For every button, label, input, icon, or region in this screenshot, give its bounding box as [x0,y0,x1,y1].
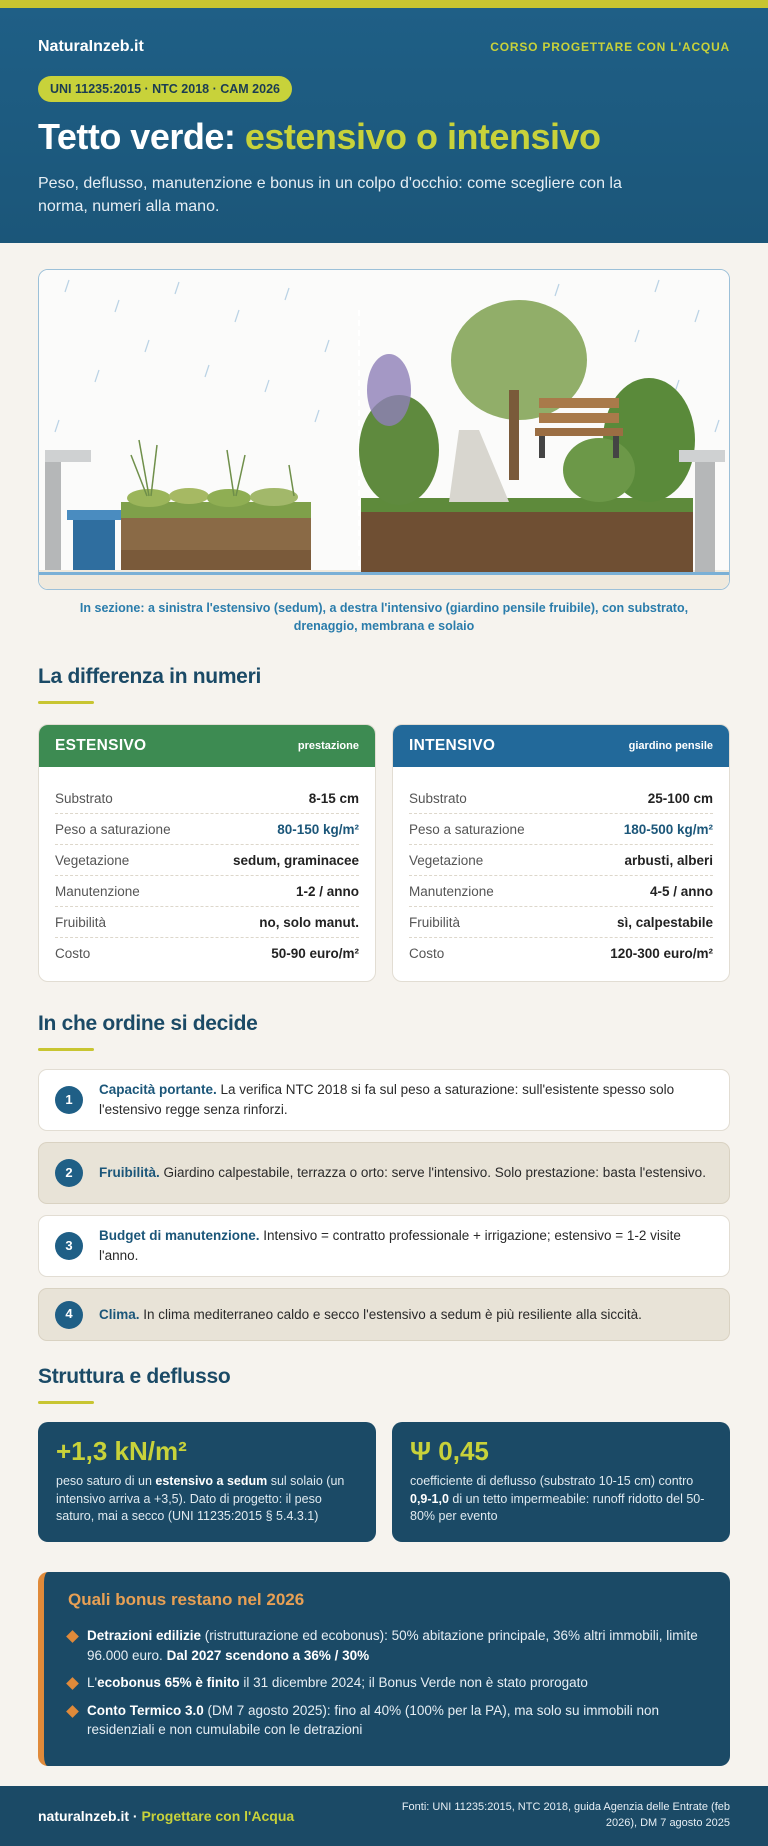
heading-underline [38,1401,94,1404]
intensive-row-substrate [409,783,713,814]
row-label: Peso a saturazione [55,821,171,837]
step-body: Giardino calpestabile, terrazza o orto: serve l'intensivo. Solo prestazione: basta l'estensivo. [159,1165,706,1181]
extensive-row-substrate [55,783,359,814]
row-label: Fruibilità [55,914,107,930]
row-value: 80-150 kg/m² [277,821,359,837]
row-value: arbusti, alberi [624,852,713,868]
step-body: In clima mediterraneo caldo e secco l'estensivo a sedum è più resiliente alla siccità. [139,1306,642,1322]
footer-brand[interactable]: naturalnzeb.it · Progettare con l'Acqua [38,1808,295,1824]
structure-section [0,1365,768,1542]
bonus-item: L'ecobonus 65% è finito il 31 dicembre 2024; il Bonus Verde non è stato prorogato [68,1673,706,1693]
intensive-card-header [393,725,729,767]
row-label: Vegetazione [409,852,484,868]
comparison-heading: La differenza in numeri [38,665,261,688]
row-value: sedum, graminacee [232,852,359,868]
step-number: 3 [55,1232,83,1260]
row-label: Substrato [409,790,467,806]
row-value: no, solo manut. [259,914,359,930]
row-label: Manutenzione [409,883,494,899]
step-number: 2 [55,1159,83,1187]
heading-underline [38,701,94,704]
extensive-row-weight [55,814,359,845]
norms-pill: UNI 11235:2015 · NTC 2018 · CAM 2026 [38,76,292,102]
row-value: 25-100 cm [647,790,713,806]
step-body: La verifica NTC 2018 si fa sul peso a saturazione: sull'esistente spesso solo l'estensivo regge senza rinforzi. [99,1082,675,1117]
page-header [0,8,768,243]
title-accent: estensivo o intensivo [244,116,601,157]
page-title [38,116,730,158]
intensive-card-tag: giardino pensile [628,740,713,752]
decision-order-section [0,1012,768,1341]
diamond-bullet-icon [66,1677,79,1690]
runoff-stat-card [392,1422,730,1542]
step-text [99,1305,642,1325]
extensive-row-vegetation [55,845,359,876]
step-text [99,1226,711,1265]
page-footer [0,1786,768,1846]
extensive-card-tag: prestazione [297,740,359,752]
heading-underline [38,1048,94,1051]
step-title: Fruibilità. [99,1165,160,1181]
step-body: Intensivo = contratto professionale + irrigazione; estensivo = 1-2 visite l'anno. [99,1228,681,1263]
row-value: sì, calpestabile [616,914,713,930]
row-label: Costo [409,946,445,961]
decision-step [38,1288,730,1341]
row-label: Manutenzione [55,883,140,899]
step-text [99,1163,706,1183]
extensive-row-cost [55,938,359,969]
top-accent-bar [0,0,768,8]
illustration-caption: In sezione: a sinistra l'estensivo (sedum), a destra l'intensivo (giardino pensile fruibile), con substrato, drenaggio, membrana e solaio [79,601,689,633]
intensive-row-usability [409,907,713,938]
roof-cross-section-image [39,270,730,590]
step-number: 4 [55,1301,83,1329]
step-number: 1 [55,1086,83,1114]
decision-step [38,1142,730,1204]
step-text [99,1080,711,1119]
intensive-card [392,724,730,982]
step-title: Budget di manutenzione. [99,1228,260,1244]
title-main: Tetto verde: [38,116,245,157]
intensive-row-weight [409,814,713,845]
diamond-bullet-icon [66,1630,79,1643]
bonus-item: Detrazioni edilizie (ristrutturazione ed ecobonus): 50% abitazione principale, 36% altri immobili, limite 96.000 euro. Dal 2027 scendono a 36% / 30% [68,1626,706,1665]
comparison-section [0,665,768,982]
extensive-card-header [39,725,375,767]
course-label[interactable]: CORSO PROGETTARE CON L'ACQUA [490,40,730,54]
row-label: Peso a saturazione [409,821,525,837]
green-roof-section-illustration [38,269,730,590]
intensive-row-maintenance [409,876,713,907]
intensive-row-cost [409,938,713,969]
row-value: 120-300 euro/m² [610,946,713,961]
extensive-row-maintenance [55,876,359,907]
load-stat-value: +1,3 kN/m² [56,1436,187,1466]
step-title: Capacità portante. [99,1082,217,1098]
bonus-panel [38,1572,730,1766]
footer-sources: Fonti: UNI 11235:2015, NTC 2018, guida Agenzia delle Entrate (feb 2026), DM 7 agosto 2025 [401,1801,730,1829]
row-label: Fruibilità [409,914,461,930]
row-value: 50-90 euro/m² [271,946,359,961]
row-value: 4-5 / anno [649,883,713,899]
runoff-stat-value: Ψ 0,45 [410,1436,489,1466]
decision-order-heading: In che ordine si decide [38,1012,258,1035]
diamond-bullet-icon [66,1705,79,1718]
extensive-card [38,724,376,982]
row-label: Substrato [55,790,113,806]
extensive-card-title: ESTENSIVO [55,737,147,754]
decision-step [38,1215,730,1277]
bonus-heading: Quali bonus restano nel 2026 [68,1590,305,1609]
page-subtitle: Peso, deflusso, manutenzione e bonus in un colpo d'occhio: come scegliere con la norma, numeri alla mano. [38,175,622,216]
load-stat-card [38,1422,376,1542]
row-label: Costo [55,946,91,961]
structure-heading: Struttura e deflusso [38,1365,231,1388]
row-value: 1-2 / anno [295,883,359,899]
site-brand[interactable]: NaturaInzeb.it [38,38,144,55]
extensive-row-usability [55,907,359,938]
intensive-card-title: INTENSIVO [409,737,496,754]
bonus-item: Conto Termico 3.0 (DM 7 agosto 2025): fino al 40% (100% per la PA), ma solo su immobili non residenziali e non cumulabile con le detrazioni [68,1701,706,1740]
load-stat-description: peso saturo di un estensivo a sedum sul solaio (un intensivo arriva a +3,5). Dato di progetto: il peso saturo, mai a secco (UNI 11235:2015 § 5.4.3.1) [56,1474,345,1523]
row-label: Vegetazione [55,852,130,868]
intensive-row-vegetation [409,845,713,876]
decision-step [38,1069,730,1131]
row-value: 8-15 cm [308,790,359,806]
runoff-stat-description: coefficiente di deflusso (substrato 10-15 cm) contro 0,9-1,0 di un tetto impermeabile: runoff ridotto del 50-80% per evento [410,1474,705,1523]
step-title: Clima. [99,1306,140,1322]
row-value: 180-500 kg/m² [623,821,713,837]
